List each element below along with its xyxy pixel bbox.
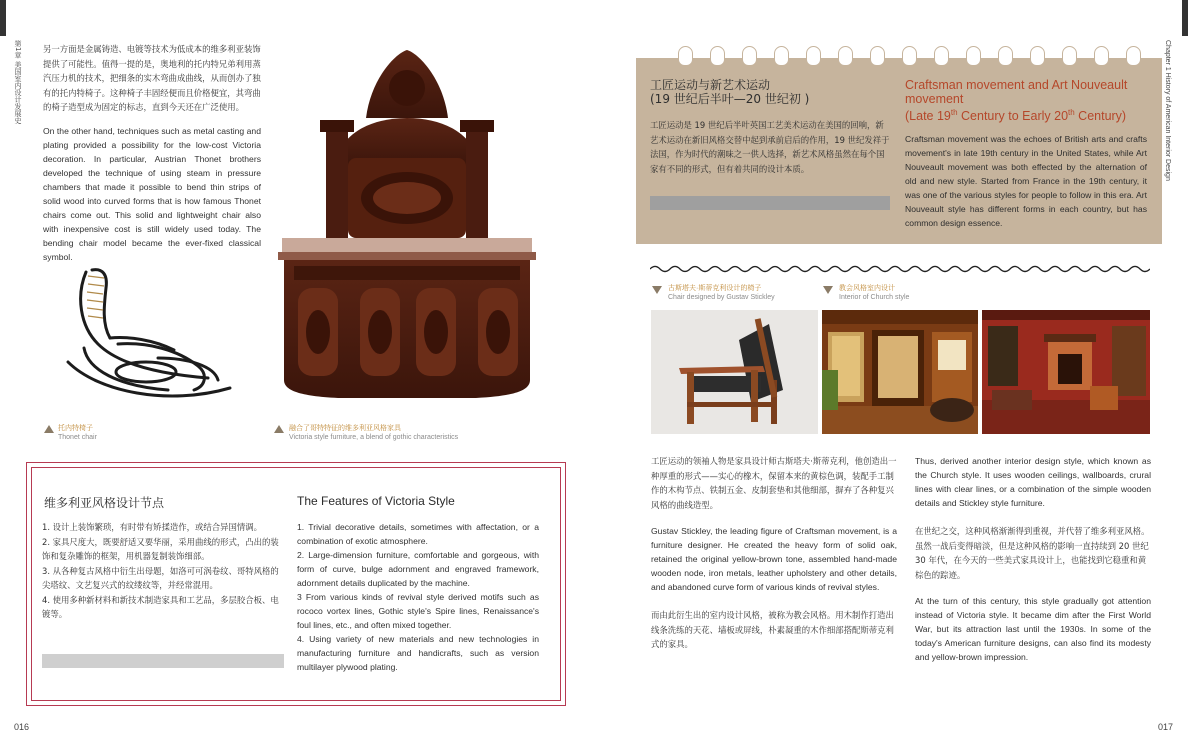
left-page-number: 016: [14, 722, 30, 732]
right-col2-zh2: 在世纪之交，这种风格渐渐得到重视，并代替了维多利亚风格。虽然一战后变得暗淡，但是这种风格的影响一直持续到 20 世纪 30 年代，在今天的一些美式家具设计上，也能找到它稳重和黄棕色的踪迹。: [915, 526, 1150, 580]
binder-ring: [870, 46, 885, 66]
stickley-caption-zh: 古斯塔夫·斯蒂克利设计的椅子: [668, 285, 762, 292]
stickley-chair-photo: [651, 310, 818, 434]
church-caption-marker: [823, 286, 833, 294]
binder-ring: [1126, 46, 1141, 66]
victoria-sideboard-image: [276, 48, 538, 400]
features-zh-item-3: 3. 从各种复古风格中衍生出母题，如洛可可涡卷纹、哥特风格的尖塔纹、文艺复兴式的纹缕纹等，并经常混用。: [42, 565, 279, 590]
craftsman-title-en-line1: Craftsman movement and Art Nouveault movement: [905, 78, 1128, 106]
features-en-item-2: 2. Large-dimension furniture, comfortable and gorgeous, with form of curve, bulge adornment and engraved framework, adornment details duplicated by the machine.: [297, 550, 539, 588]
binder-ring: [1094, 46, 1109, 66]
binder-ring: [998, 46, 1013, 66]
craftsman-title-en: [905, 78, 1155, 123]
victoria-caption-zh: 融合了哥特特征的维多利亚风格家具: [289, 425, 401, 432]
title-part: Century to Early 20: [957, 109, 1069, 124]
binder-ring: [838, 46, 853, 66]
binder-ring: [678, 46, 693, 66]
binder-ring: [742, 46, 757, 66]
left-chapter-label: 第1章 美国室内设计发展史: [14, 40, 22, 124]
title-sup: th: [950, 108, 958, 117]
title-sup: th: [1068, 108, 1075, 117]
features-zh-item-4: 4. 使用多种新材料和新技术制造家具和工艺品，多层胶合板、电镀等。: [42, 594, 279, 619]
left-page-tab: [0, 0, 6, 36]
church-caption-en: Interior of Church style: [839, 294, 910, 301]
victoria-caption: [289, 424, 458, 442]
right-page-tab: [1182, 0, 1188, 36]
features-list-zh: [42, 520, 282, 622]
features-zh-item-2: 2. 家具尺度大，既要舒适又要华丽，采用曲线的形式，凸出的装饰和复杂雕饰的框架，用机器复制装饰细部。: [42, 536, 279, 561]
stickley-caption: [668, 284, 775, 302]
right-col2-en1: Thus, derived another interior design style, which known as the Church style. It uses wooden ceilings, wallboards, crural lines with clear lines, or a combination of the simple wooden details and Stickley style furniture.: [915, 456, 1151, 508]
features-en-item-3: 3 From various kinds of revival style derived motifs such as rococo vortex lines, Gothic style's Spire lines, Renaissance's foul lines, etc., and often mixed together.: [297, 592, 539, 630]
church-caption-zh: 教会风格室内设计: [839, 285, 895, 292]
craftsman-title-zh: [650, 78, 809, 106]
right-col1-zh1: 工匠运动的领袖人物是家具设计师古斯塔夫·斯蒂克利，他创造出一种厚重的形式——实心的橡木，保留本来的黄棕色调，装配手工制作的木构节点、铁制五金、皮制套垫和其他细部，摒弃了各种复兴风格的曲线造型。: [651, 456, 897, 510]
left-intro-zh: 另一方面是金属铸造、电镀等技术为低成本的维多利亚装饰提供了可能性。值得一提的是，奥地利的托内特兄弟利用蒸汽压力机的技术，把细条的实木弯曲成曲线，从而创办了独有的托内特椅子。这种椅子丰固经便而且价格便宜，其弯曲的椅子造型成为固定的标志，直到今天还在广泛使用。: [43, 44, 261, 112]
church-interior-photo-1: [822, 310, 978, 434]
title-part: (Late 19: [905, 109, 951, 124]
left-intro-en: On the other hand, techniques such as metal casting and plating provided a possibility for the low-cost Victoria decoration. In particular, Austrian Thonet brothers developed the technique of using steam in pressure chambers that made it possible to bend thin strips of solid wood into curved forms that is how famous Thonet chairs come out. This solid and lightweight chair also with inexpensive cost is still widely used today. The bending chair model became the ever-fixed classical symbol.: [43, 126, 261, 262]
church-caption: [839, 284, 909, 302]
craftsman-title-zh-line2: (19 世纪后半叶—20 世纪初 ): [650, 92, 810, 106]
thonet-caption: [58, 424, 97, 442]
right-col1-en1: Gustav Stickley, the leading figure of Craftsman movement, is a furniture designer. He created the heavy form of solid oak, retained the original yellow-brown tone, assembled hand-made wooden node, iron metals, leather upholstery and other details, and abandoned curve form of various kinds of revival styles.: [651, 526, 897, 592]
binder-ring: [934, 46, 949, 66]
binder-ring: [1030, 46, 1045, 66]
features-title-zh: 维多利亚风格设计节点: [44, 496, 165, 510]
craftsman-body-zh: 工匠运动是 19 世纪后半叶英国工艺美术运动在美国的回响，新艺术运动在新旧风格交替中起到承前启后的作用，19 世纪发祥于法国，作为时代的潮味之一供人选择，新艺术风格虽然在每个国家有不同的形式，但有着共同的设计本质。: [650, 120, 890, 174]
thonet-caption-en: Thonet chair: [58, 434, 97, 441]
binder-ring: [806, 46, 821, 66]
right-chapter-label: Chapter 1 History of American Interior Design: [1164, 40, 1171, 181]
victoria-caption-marker: [274, 425, 284, 433]
binder-ring: [774, 46, 789, 66]
right-col1-zh2: 而由此衍生出的室内设计风格，被称为教会风格。用木制作打造出线条洗练的天花、墙板或屏线，朴素凝重的木作细部搭配斯蒂克利式的家具。: [651, 610, 894, 649]
thonet-caption-zh: 托内特椅子: [58, 425, 93, 432]
binder-ring: [710, 46, 725, 66]
craftsman-body-en: Craftsman movement was the echoes of British arts and crafts movement's in late 19th century in the United States, while Art Nouveault movement was both effected by the alternation of old and new style. Started from France in the 19th century, it was one of the various styles for people to follow in this era. Art Nouveault style has different forms in each country, but has common design essence.: [905, 134, 1147, 228]
church-interior-photo-2: [982, 310, 1150, 434]
thonet-chair-image: [58, 266, 238, 412]
features-en-item-1: 1. Trivial decorative details, sometimes with affectation, or a combination of exotic atmosphere.: [297, 522, 539, 546]
right-page-number: 017: [1158, 722, 1174, 732]
features-grey-bar: [42, 654, 284, 668]
craftsman-title-en-line2: [905, 106, 1155, 123]
features-title-en: The Features of Victoria Style: [297, 494, 455, 508]
thonet-caption-marker: [44, 425, 54, 433]
wavy-divider: [650, 264, 1150, 274]
stickley-caption-marker: [652, 286, 662, 294]
binder-ring: [966, 46, 981, 66]
craftsman-title-zh-line1: 工匠运动与新艺术运动: [650, 78, 771, 92]
stickley-caption-en: Chair designed by Gustav Stickley: [668, 294, 775, 301]
right-col2-en2: At the turn of this century, this style gradually got attention instead of Victoria style. It became dim after the First World War, but its attraction last until the 1930s. In some of the today's American furniture designs, can also find its modesty and yellow-brown impression.: [915, 596, 1151, 662]
features-zh-item-1: 1. 设计上装饰繁琐，有时带有矫揉造作，或结合异国情调。: [42, 522, 263, 532]
victoria-caption-en: Victoria style furniture, a blend of gothic characteristics: [289, 434, 459, 441]
binder-ring: [1062, 46, 1077, 66]
craftsman-grey-bar: [650, 196, 890, 210]
binder-ring: [902, 46, 917, 66]
features-list-en: [297, 520, 539, 674]
title-part: Century): [1074, 109, 1127, 124]
features-en-item-4: 4. Using variety of new materials and new technologies in manufacturing furniture and handicrafts, such as version multilayer plywood plating.: [297, 634, 539, 672]
